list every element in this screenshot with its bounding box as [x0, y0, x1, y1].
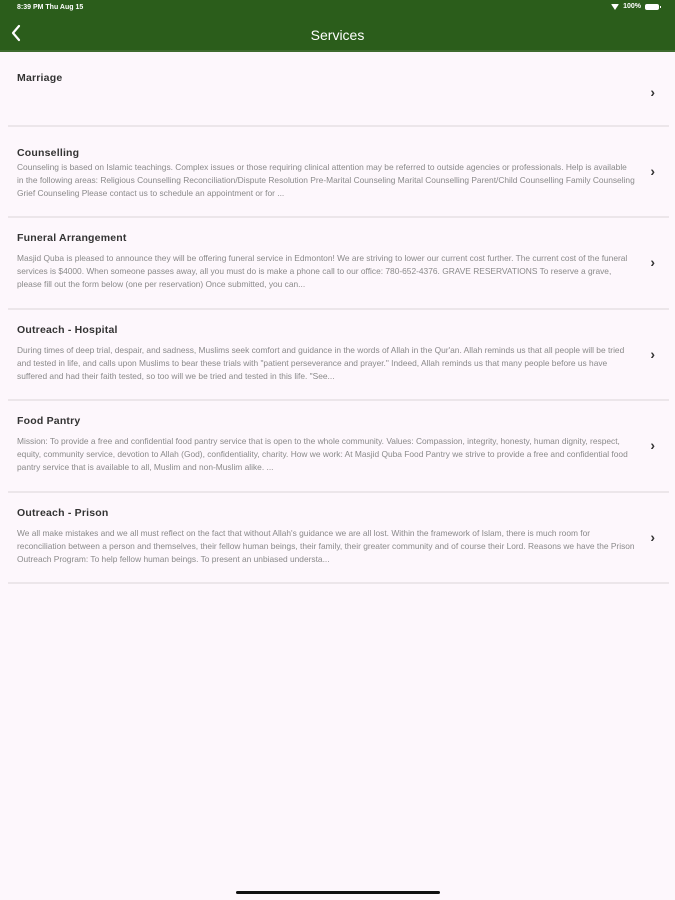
service-title: Outreach - Hospital: [17, 324, 118, 336]
service-title: Counselling: [17, 147, 80, 159]
services-list: [8, 52, 669, 584]
app-bar: [0, 0, 675, 52]
service-title: Food Pantry: [17, 415, 81, 427]
service-description: We all make mistakes and we all must reflect on the fact that without Allah's guidance we are all lost. Within the framework of Islam, there is much room for reconciliation between a person and themselves, their fellow human beings, their family, their greater community and of course their Lord. Reasons we have the Prison Outreach Program: To help fellow human beings. To present an unbiased understa...: [17, 528, 635, 564]
chevron-right-icon: ›: [650, 437, 655, 453]
page-title: Services: [310, 27, 365, 43]
service-description: Masjid Quba is pleased to announce they will be offering funeral service in Edmonton! We are striving to lower our current cost further. The current cost of the funeral services is $4000. When someone passes away, all you must do is make a phone call to our office: 780-652-4376. GRAVE RESERVATIONS To reserve a grave, please fill out the form below (one per reservation) Once submitted, you can...: [17, 253, 628, 289]
service-item-funeral-arrangement[interactable]: [8, 218, 669, 310]
service-item-counselling[interactable]: [8, 127, 669, 218]
home-indicator[interactable]: [236, 891, 440, 894]
battery-percent: 100%: [623, 3, 641, 10]
service-item-food-pantry[interactable]: [8, 401, 669, 493]
service-item-outreach-hospital[interactable]: [8, 310, 669, 401]
wifi-icon: [611, 4, 619, 10]
service-description: Counseling is based on Islamic teachings. Complex issues or those requiring clinical attention may be referred to outside agencies or professionals. Help is available in the following areas: Religious Counselling Reconciliation/Dispute Resolution Pre-Marital Counseling Marital Counselling Parent/Child Counselling Family Counseling Grief Counseling Please contact us to schedule an appointment or for ...: [17, 162, 635, 198]
status-bar: [0, 0, 675, 16]
status-time: 8:39 PM Thu Aug 15: [17, 4, 84, 11]
service-title: Marriage: [17, 72, 63, 84]
service-description: Mission: To provide a free and confidential food pantry service that is open to the whole community. Values: Compassion, integrity, honesty, human dignity, respect, equity, community service, devotion to Allah (God), confidentiality, charity. How we work: At Masjid Quba Food Pantry we strive to provide a free and confidential food pantry service that is available to all, Muslim and non-Muslim alike. ...: [17, 436, 628, 472]
service-title: Funeral Arrangement: [17, 232, 127, 244]
service-item-outreach-prison[interactable]: [8, 493, 669, 584]
chevron-right-icon: ›: [650, 346, 655, 362]
chevron-right-icon: ›: [650, 254, 655, 270]
service-title: Outreach - Prison: [17, 507, 109, 519]
chevron-right-icon: ›: [650, 84, 655, 100]
service-item-marriage[interactable]: [8, 52, 669, 127]
battery-icon: [645, 4, 659, 10]
service-description: During times of deep trial, despair, and sadness, Muslims seek comfort and guidance in the words of Allah in the Qur'an. Allah reminds us that all people will be tried and tested in life, and calls upon Muslims to bear these trials with "patient perseverance and prayer." Indeed, Allah reminds us that many people before us have suffered and had their faith tested, so too will we be tried and tested in this life. "See...: [17, 345, 625, 381]
chevron-right-icon: ›: [650, 529, 655, 545]
chevron-right-icon: ›: [650, 163, 655, 179]
status-right: [611, 3, 659, 10]
